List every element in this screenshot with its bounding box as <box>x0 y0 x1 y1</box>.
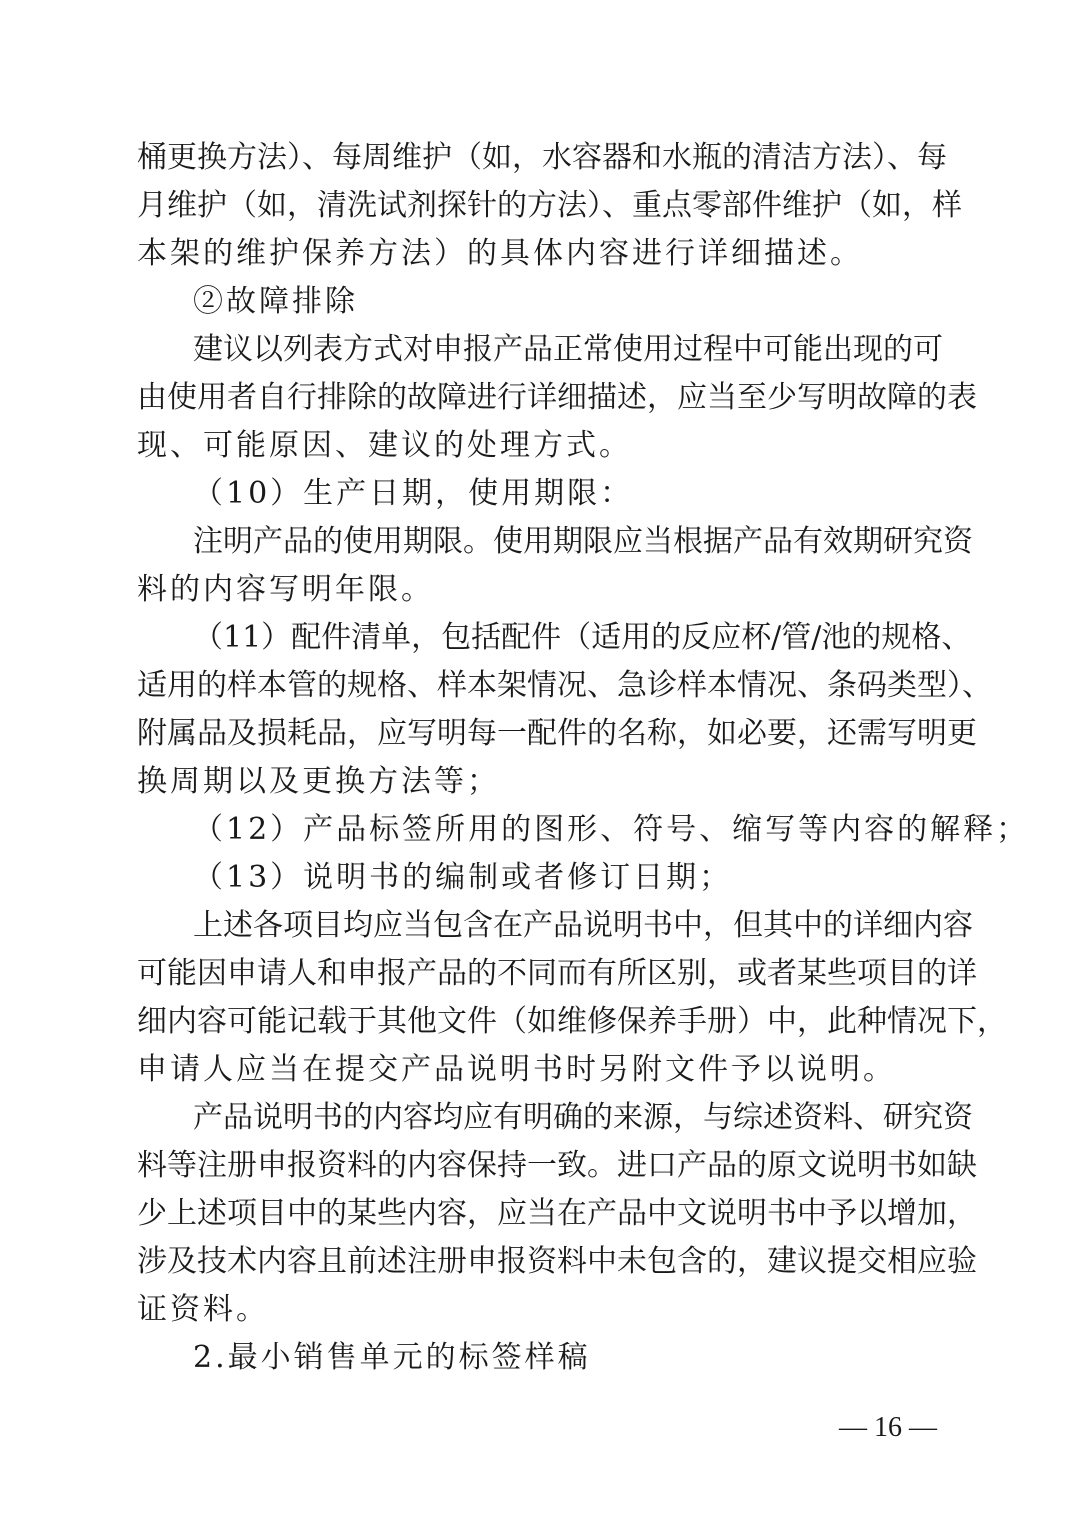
text-line: 月维护（如，清洗试剂探针的方法）、重点零部件维护（如，样 <box>137 188 962 223</box>
section-heading: ②故障排除 <box>193 284 358 319</box>
text-line: （11）配件清单，包括配件（适用的反应杯/管/池的规格、 <box>193 620 972 655</box>
text-line: 料等注册申报资料的内容保持一致。进口产品的原文说明书如缺 <box>137 1148 977 1183</box>
text-line: 换周期以及更换方法等； <box>137 764 500 799</box>
text-line: 可能因申请人和申报产品的不同而有所区别，或者某些项目的详 <box>137 956 977 991</box>
text-line: 由使用者自行排除的故障进行详细描述，应当至少写明故障的表 <box>137 380 977 415</box>
text-line: 申请人应当在提交产品说明书时另附文件予以说明。 <box>137 1052 896 1087</box>
text-line: 涉及技术内容且前述注册申报资料中未包含的，建议提交相应验 <box>137 1244 977 1279</box>
list-item-heading: （13）说明书的编制或者修订日期； <box>193 860 733 895</box>
text-line: 产品说明书的内容均应有明确的来源，与综述资料、研究资 <box>193 1100 973 1135</box>
text-line: 附属品及损耗品，应写明每一配件的名称，如必要，还需写明更 <box>137 716 977 751</box>
text-line: 现、可能原因、建议的处理方式。 <box>137 428 632 463</box>
page-number: — 16 — <box>839 1412 937 1443</box>
text-line: 料的内容写明年限。 <box>137 572 434 607</box>
text-line: 本架的维护保养方法）的具体内容进行详细描述。 <box>137 236 863 271</box>
text-line: 适用的样本管的规格、样本架情况、急诊样本情况、条码类型）、 <box>137 668 992 703</box>
text-line: 细内容可能记载于其他文件（如维修保养手册）中，此种情况下， <box>137 1004 1007 1039</box>
list-item-heading: （12）产品标签所用的图形、符号、缩写等内容的解释； <box>193 812 1030 847</box>
list-item-heading: （10）生产日期，使用期限： <box>193 476 634 511</box>
section-heading: 2.最小销售单元的标签样稿 <box>193 1340 591 1375</box>
text-line: 少上述项目中的某些内容，应当在产品中文说明书中予以增加， <box>137 1196 977 1231</box>
text-line: 证资料。 <box>137 1292 269 1327</box>
text-line: 桶更换方法）、每周维护（如，水容器和水瓶的清洁方法）、每 <box>137 140 947 175</box>
text-line: 建议以列表方式对申报产品正常使用过程中可能出现的可 <box>193 332 943 367</box>
text-line: 注明产品的使用期限。使用期限应当根据产品有效期研究资 <box>193 524 973 559</box>
text-line: 上述各项目均应当包含在产品说明书中，但其中的详细内容 <box>193 908 973 943</box>
